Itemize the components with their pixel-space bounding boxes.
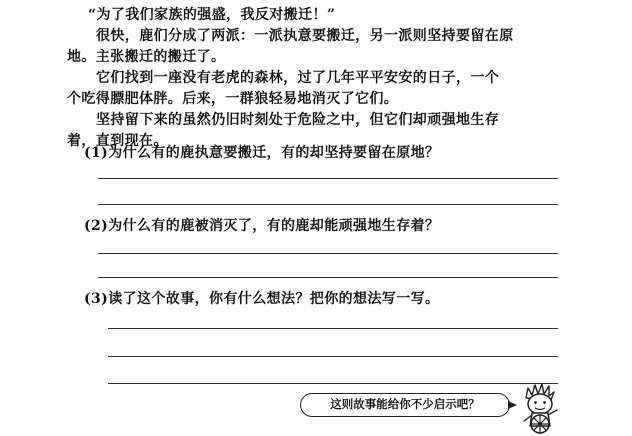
answer-line-q3-1[interactable] xyxy=(108,328,558,329)
story-line-1: “为了我们家族的强盛，我反对搬迁！” xyxy=(88,7,336,23)
question-3: (3)读了这个故事，你有什么想法？把你的想法写一写。 xyxy=(84,291,440,307)
question-1: (1)为什么有的鹿执意要搬迁，有的却坚持要留在原地？ xyxy=(84,145,440,161)
answer-line-q3-3[interactable] xyxy=(108,383,558,384)
story-line-3: 地。主张搬迁的搬迁了。 xyxy=(67,49,226,65)
answer-line-q2-2[interactable] xyxy=(98,277,558,278)
answer-line-q1-1[interactable] xyxy=(98,178,558,179)
cartoon-mascot-icon xyxy=(512,380,568,436)
answer-line-q2-1[interactable] xyxy=(98,253,558,254)
answer-line-q1-2[interactable] xyxy=(98,204,558,205)
story-line-2: 很快，鹿们分成了两派：一派执意要搬迁，另一派则坚持要留在原 xyxy=(96,28,514,44)
story-line-5: 个吃得膘肥体胖。后来，一群狼轻易地消灭了它们。 xyxy=(67,91,399,107)
story-line-6: 坚持留下来的虽然仍旧时刻处于危险之中，但它们却顽强地生存 xyxy=(96,112,500,128)
story-line-7: 着，直到现在。 xyxy=(67,133,168,149)
hint-speech-bubble: 这则故事能给你不少启示吧？ xyxy=(300,393,510,417)
story-line-4: 它们找到一座没有老虎的森林，过了几年平平安安的日子，一个 xyxy=(96,70,500,86)
question-2: (2)为什么有的鹿被消灭了，有的鹿却能顽强地生存着？ xyxy=(84,218,440,234)
answer-line-q3-2[interactable] xyxy=(108,356,558,357)
